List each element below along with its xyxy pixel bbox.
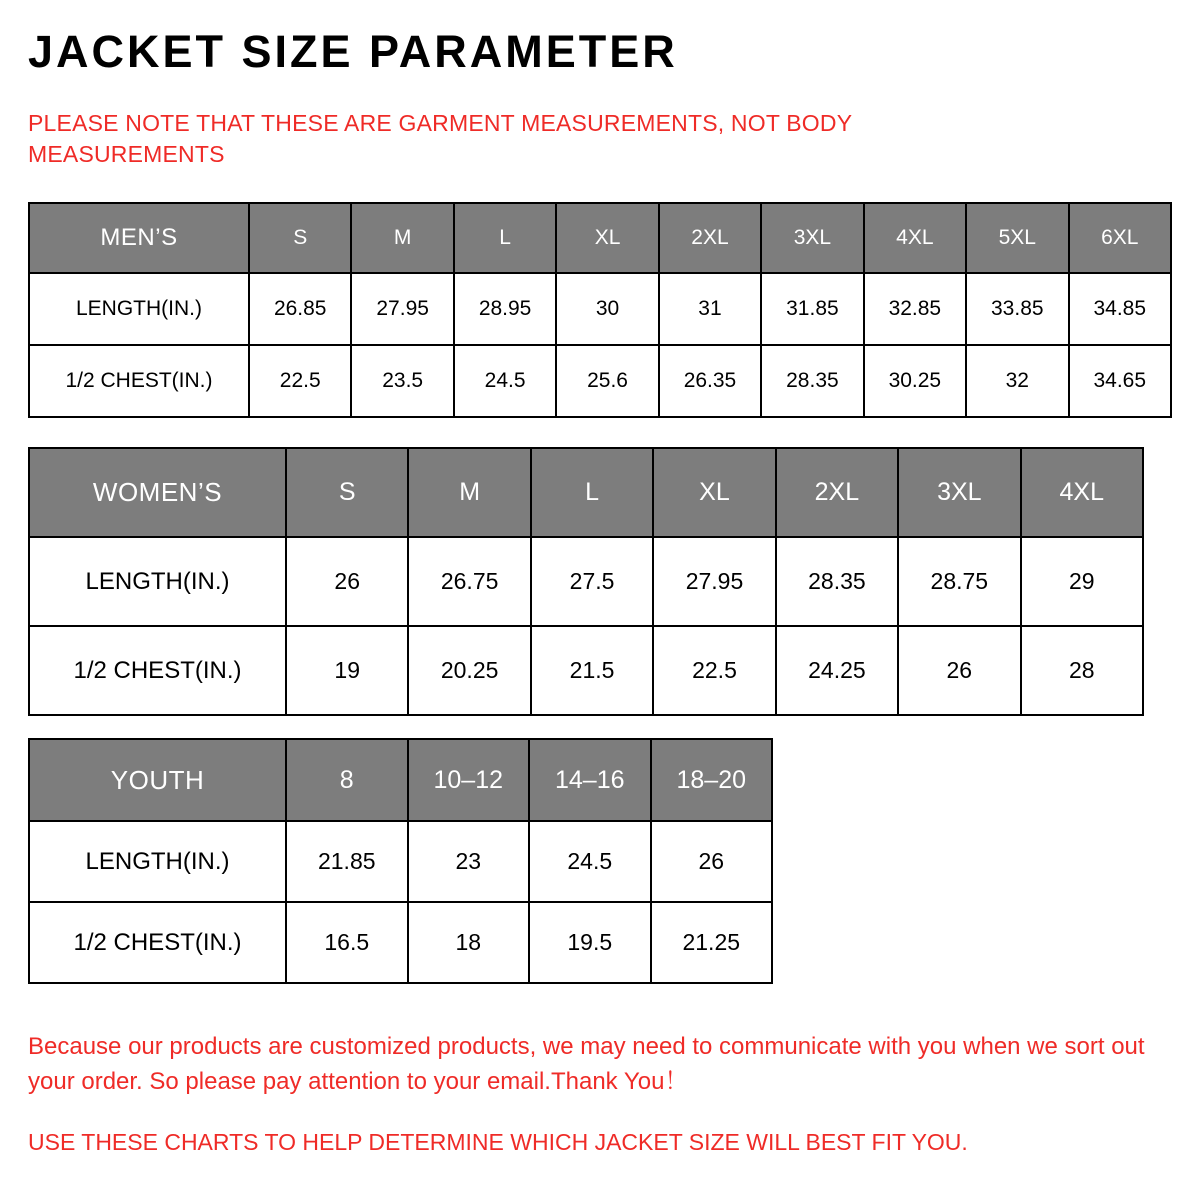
column-header: L (531, 448, 653, 537)
column-header: XL (653, 448, 775, 537)
column-header: S (249, 203, 351, 273)
youth-size-table (28, 738, 773, 984)
column-header: 5XL (966, 203, 1068, 273)
table-cell: 18 (408, 902, 530, 983)
column-header: 3XL (761, 203, 863, 273)
table-cell: 28.35 (761, 345, 863, 417)
row-label: 1/2 CHEST(IN.) (29, 902, 286, 983)
table-cell: 28 (1021, 626, 1143, 715)
table-cell: 19.5 (529, 902, 651, 983)
table-row (29, 739, 772, 821)
garment-measurement-note: PLEASE NOTE THAT THESE ARE GARMENT MEASUREMENTS, NOT BODY MEASUREMENTS (28, 110, 852, 168)
table-cell: 24.5 (529, 821, 651, 902)
table-cell: 32 (966, 345, 1068, 417)
row-label: LENGTH(IN.) (29, 821, 286, 902)
table-cell: 34.85 (1069, 273, 1172, 345)
column-header: L (454, 203, 556, 273)
table-cell: 20.25 (408, 626, 530, 715)
column-header: S (286, 448, 408, 537)
table-cell: 29 (1021, 537, 1143, 626)
table-row (29, 902, 772, 983)
table-row (29, 448, 1143, 537)
table-cell: 26 (651, 821, 773, 902)
table-cell: 19 (286, 626, 408, 715)
table-cell: 30 (556, 273, 658, 345)
table-cell: 26.85 (249, 273, 351, 345)
row-label: 1/2 CHEST(IN.) (29, 626, 286, 715)
table-cell: 22.5 (249, 345, 351, 417)
table-cell: 27.95 (351, 273, 453, 345)
column-header: 18–20 (651, 739, 773, 821)
row-label: LENGTH(IN.) (29, 273, 249, 345)
column-header: 8 (286, 739, 408, 821)
row-label: LENGTH(IN.) (29, 537, 286, 626)
table-cell: 26 (898, 626, 1020, 715)
mens-table-label: MEN’S (29, 203, 249, 273)
row-label: 1/2 CHEST(IN.) (29, 345, 249, 417)
table-cell: 16.5 (286, 902, 408, 983)
column-header: 3XL (898, 448, 1020, 537)
table-row (29, 821, 772, 902)
column-header: XL (556, 203, 658, 273)
table-cell: 22.5 (653, 626, 775, 715)
table-cell: 26 (286, 537, 408, 626)
table-row (29, 273, 1171, 345)
table-cell: 31 (659, 273, 761, 345)
youth-table-label: YOUTH (29, 739, 286, 821)
table-cell: 28.75 (898, 537, 1020, 626)
table-cell: 21.5 (531, 626, 653, 715)
womens-size-table (28, 447, 1144, 716)
table-row (29, 203, 1171, 273)
column-header: 4XL (1021, 448, 1143, 537)
column-header: 2XL (776, 448, 898, 537)
table-cell: 28.35 (776, 537, 898, 626)
table-cell: 28.95 (454, 273, 556, 345)
column-header: 14–16 (529, 739, 651, 821)
mens-size-table (28, 202, 1172, 418)
column-header: 4XL (864, 203, 966, 273)
womens-table-label: WOMEN’S (29, 448, 286, 537)
table-cell: 31.85 (761, 273, 863, 345)
column-header: 10–12 (408, 739, 530, 821)
table-cell: 24.25 (776, 626, 898, 715)
table-row (29, 537, 1143, 626)
table-cell: 23.5 (351, 345, 453, 417)
table-cell: 23 (408, 821, 530, 902)
customization-note: Because our products are customized products, we may need to communicate with you when we sort out your order. So please pay attention to your email.Thank You！ (28, 1033, 1145, 1095)
column-header: 2XL (659, 203, 761, 273)
page-title: JACKET SIZE PARAMETER (28, 26, 678, 77)
chart-usage-note: USE THESE CHARTS TO HELP DETERMINE WHICH JACKET SIZE WILL BEST FIT YOU. (28, 1129, 968, 1155)
table-cell: 25.6 (556, 345, 658, 417)
table-cell: 26.35 (659, 345, 761, 417)
column-header: 6XL (1069, 203, 1172, 273)
table-row (29, 626, 1143, 715)
table-row (29, 345, 1171, 417)
table-cell: 26.75 (408, 537, 530, 626)
table-cell: 32.85 (864, 273, 966, 345)
table-cell: 21.85 (286, 821, 408, 902)
table-cell: 33.85 (966, 273, 1068, 345)
table-cell: 27.5 (531, 537, 653, 626)
table-cell: 21.25 (651, 902, 773, 983)
table-cell: 34.65 (1069, 345, 1172, 417)
table-cell: 27.95 (653, 537, 775, 626)
table-cell: 24.5 (454, 345, 556, 417)
table-cell: 30.25 (864, 345, 966, 417)
column-header: M (408, 448, 530, 537)
column-header: M (351, 203, 453, 273)
